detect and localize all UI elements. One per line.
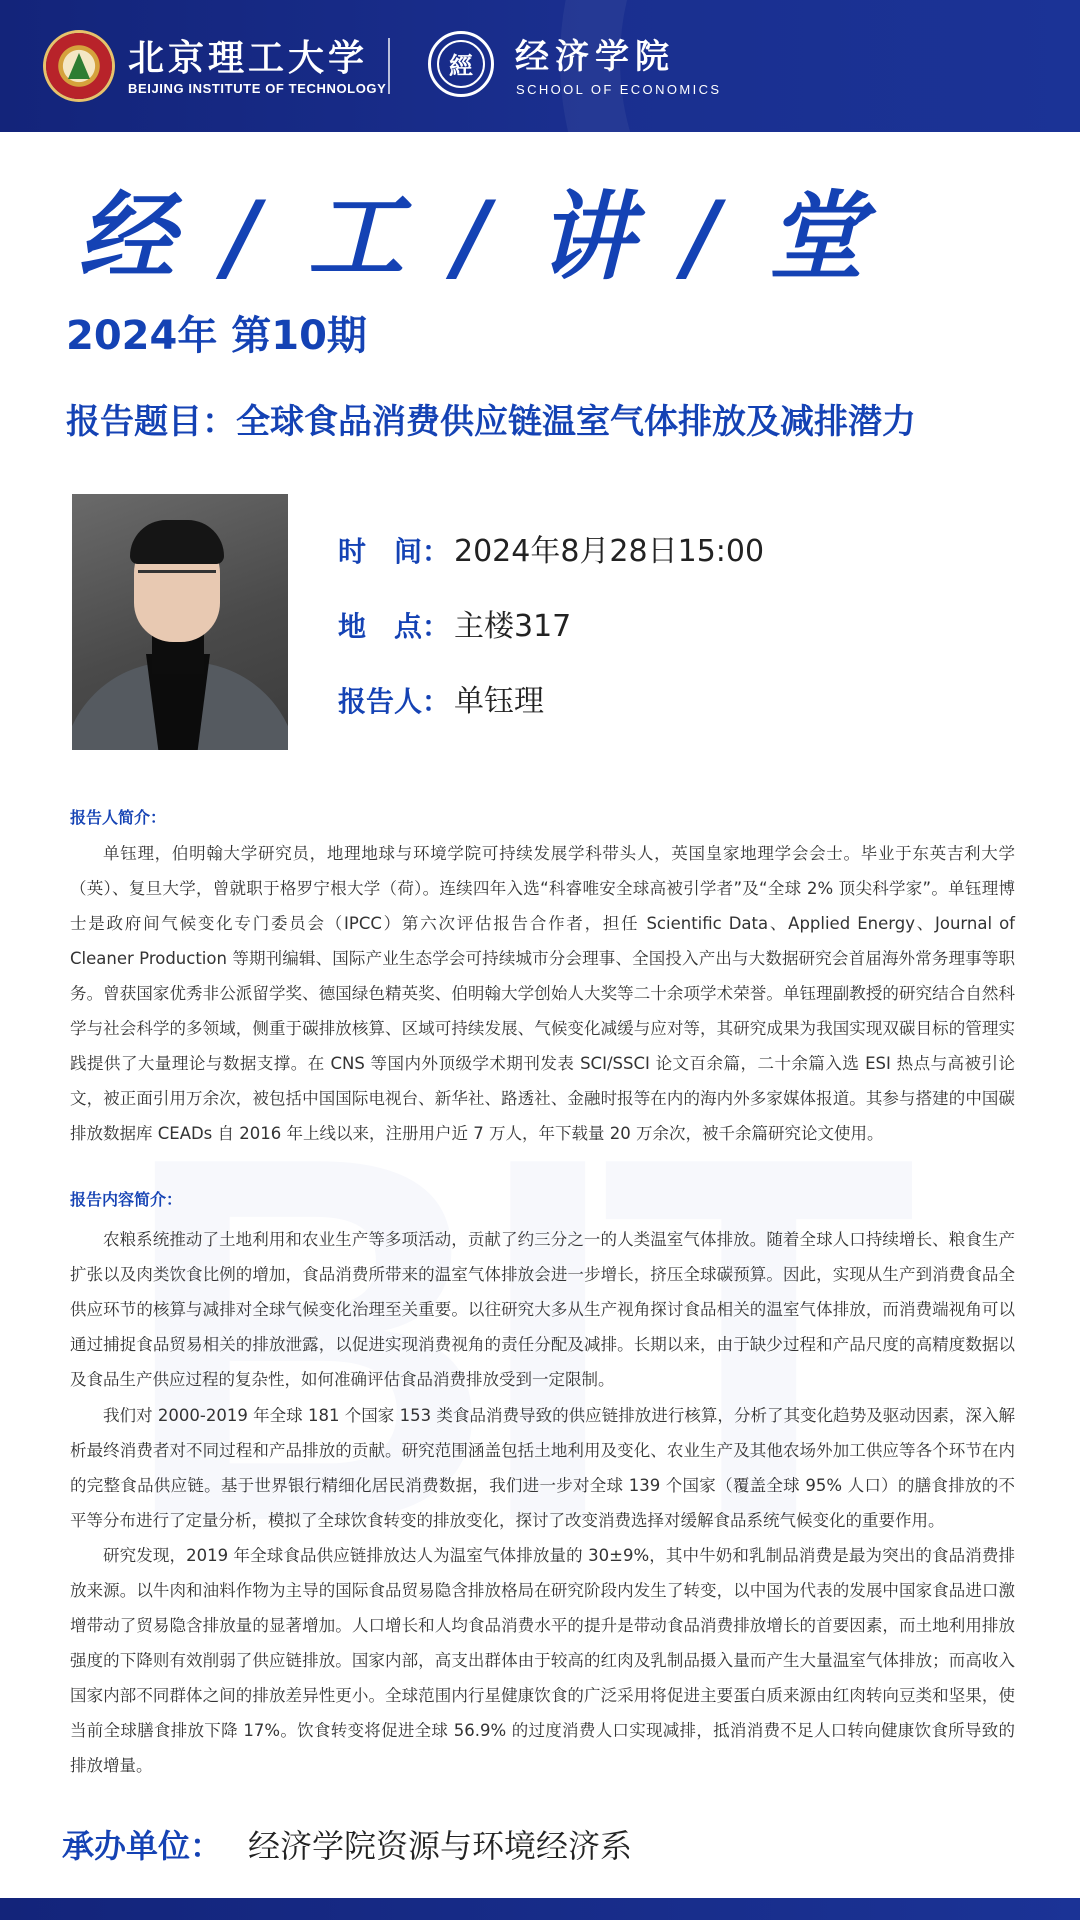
speaker-value: 单钰理 — [454, 684, 544, 719]
speaker-row — [338, 678, 544, 726]
host-label: 承办单位： — [62, 1827, 223, 1865]
abstract-paragraph: 研究发现，2019 年全球食品供应链排放达人为温室气体排放量的 30±9%，其中牛奶和乳制品消费是最为突出的食品消费排放来源。以牛肉和油料作物为主导的国际食品贸易隐含排放格局在研究阶段内发生了转变，以中国为代表的发展中国家食品进口激增带动了贸易隐含排放量的显著增加。人口增长和人均食品消费水平的提升是带动食品消费排放增长的首要因素，而土地利用排放强度的下降则有效削弱了供应链排放。国家内部，高支出群体由于较高的红肉及乳制品摄入量而产生大量温室气体排放；而高收入国家内部不同群体之间的排放差异性更小。全球范围内行星健康饮食的广泛采用将促进主要蛋白质来源由红肉转向豆类和坚果，使当前全球膳食排放下降 17%。饮食转变将促进全球 56.9% 的过度消费人口实现减排，抵消消费不足人口转向健康饮食所导致的排放增量。 — [70, 1546, 1015, 1775]
time-row — [338, 528, 764, 576]
school-name-cn: 经济学院 — [515, 37, 675, 77]
host-row — [62, 1820, 632, 1878]
school-name-en: SCHOOL OF ECONOMICS — [516, 82, 722, 97]
abstract-paragraph: 我们对 2000-2019 年全球 181 个国家 153 类食品消费导致的供应链排放进行核算，分析了其变化趋势及驱动因素，深入解析最终消费者对不同过程和产品排放的贡献。研究范围涵盖包括土地利用及变化、农业生产及其他农场外加工供应等各个环节在内的完整食品供应链。基于世界银行精细化居民消费数据，我们进一步对全球 139 个国家（覆盖全球 95% 人口）的膳食排放的不平等分布进行了定量分析，模拟了全球饮食转变的排放变化，探讨了改变消费选择对缓解食品系统气候变化的重要作用。 — [70, 1406, 1015, 1530]
abstract-label: 报告内容简介： — [70, 1190, 183, 1209]
place-value: 主楼317 — [454, 609, 572, 644]
bio-text: 单钰理，伯明翰大学研究员，地理地球与环境学院可持续发展学科带头人，英国皇家地理学会会士。毕业于东英吉利大学（英）、复旦大学，曾就职于格罗宁根大学（荷）。连续四年入选“科睿唯安全球高被引学者”及“全球 2% 顶尖科学家”。单钰理博士是政府间气候变化专门委员会（IPCC）第六次评估报告合作者，担任 Scientific Data、Applied Energy、Journal of Cleaner Production 等期刊编辑、国际产业生态学会可持续城市分会理事、全国投入产出与大数据研究会首届海外常务理事等职务。曾获国家优秀非公派留学奖、德国绿色精英奖、伯明翰大学创始人大奖等二十余项学术荣誉。单钰理副教授的研究结合自然科学与社会科学的多领域，侧重于碳排放核算、区域可持续发展、气候变化减缓与应对等，其研究成果为我国实现双碳目标的管理实践提供了大量理论与数据支撑。在 CNS 等国内外顶级学术期刊发表 SCI/SSCI 论文百余篇，二十余篇入选 ESI 热点与高被引论文，被正面引用万余次，被包括中国国际电视台、新华社、路透社、金融时报等在内的海内外多家媒体报道。其参与搭建的中国碳排放数据库 CEADs 自 2016 年上线以来，注册用户近 7 万人，年下载量 20 万余次，被千余篇研究论文使用。 — [70, 844, 1015, 1143]
speaker-label: 报告人： — [338, 685, 451, 718]
abstract-paragraph: 农粮系统推动了土地利用和农业生产等多项活动，贡献了约三分之一的人类温室气体排放。随着全球人口持续增长、粮食生产扩张以及肉类饮食比例的增加，食品消费所带来的温室气体排放会进一步增长，挤压全球碳预算。因此，实现从生产到消费食品全供应环节的核算与减排对全球气候变化治理至关重要。以往研究大多从生产视角探讨食品相关的温室气体排放，而消费端视角可以通过捕捉食品贸易相关的排放泄露，以促进实现消费视角的责任分配及减排。长期以来，由于缺少过程和产品尺度的高精度数据以及食品生产供应过程的复杂性，如何准确评估食品消费排放受到一定限制。 — [70, 1230, 1015, 1389]
footer-bar — [0, 1898, 1080, 1920]
place-label: 地 点： — [338, 610, 451, 643]
header-divider — [388, 38, 390, 94]
host-value: 经济学院资源与环境经济系 — [248, 1827, 633, 1865]
time-value: 2024年8月28日15:00 — [454, 534, 765, 569]
speaker-photo — [72, 494, 288, 750]
lecture-series-title: 经 / 工 / 讲 / 堂 — [78, 180, 872, 293]
header-banner — [0, 0, 1080, 132]
report-topic: 报告题目：全球食品消费供应链温室气体排放及减排潜力 — [66, 402, 916, 442]
university-name-en: BEIJING INSTITUTE OF TECHNOLOGY — [128, 81, 387, 96]
time-label: 时 间： — [338, 535, 451, 568]
bit-logo-icon — [46, 33, 112, 99]
university-name-cn: 北京理工大学 — [128, 37, 369, 79]
school-logo-icon: 經 — [428, 31, 494, 97]
bio-label: 报告人简介： — [70, 808, 167, 827]
issue-number: 2024年 第10期 — [66, 313, 367, 359]
place-row — [338, 603, 571, 651]
